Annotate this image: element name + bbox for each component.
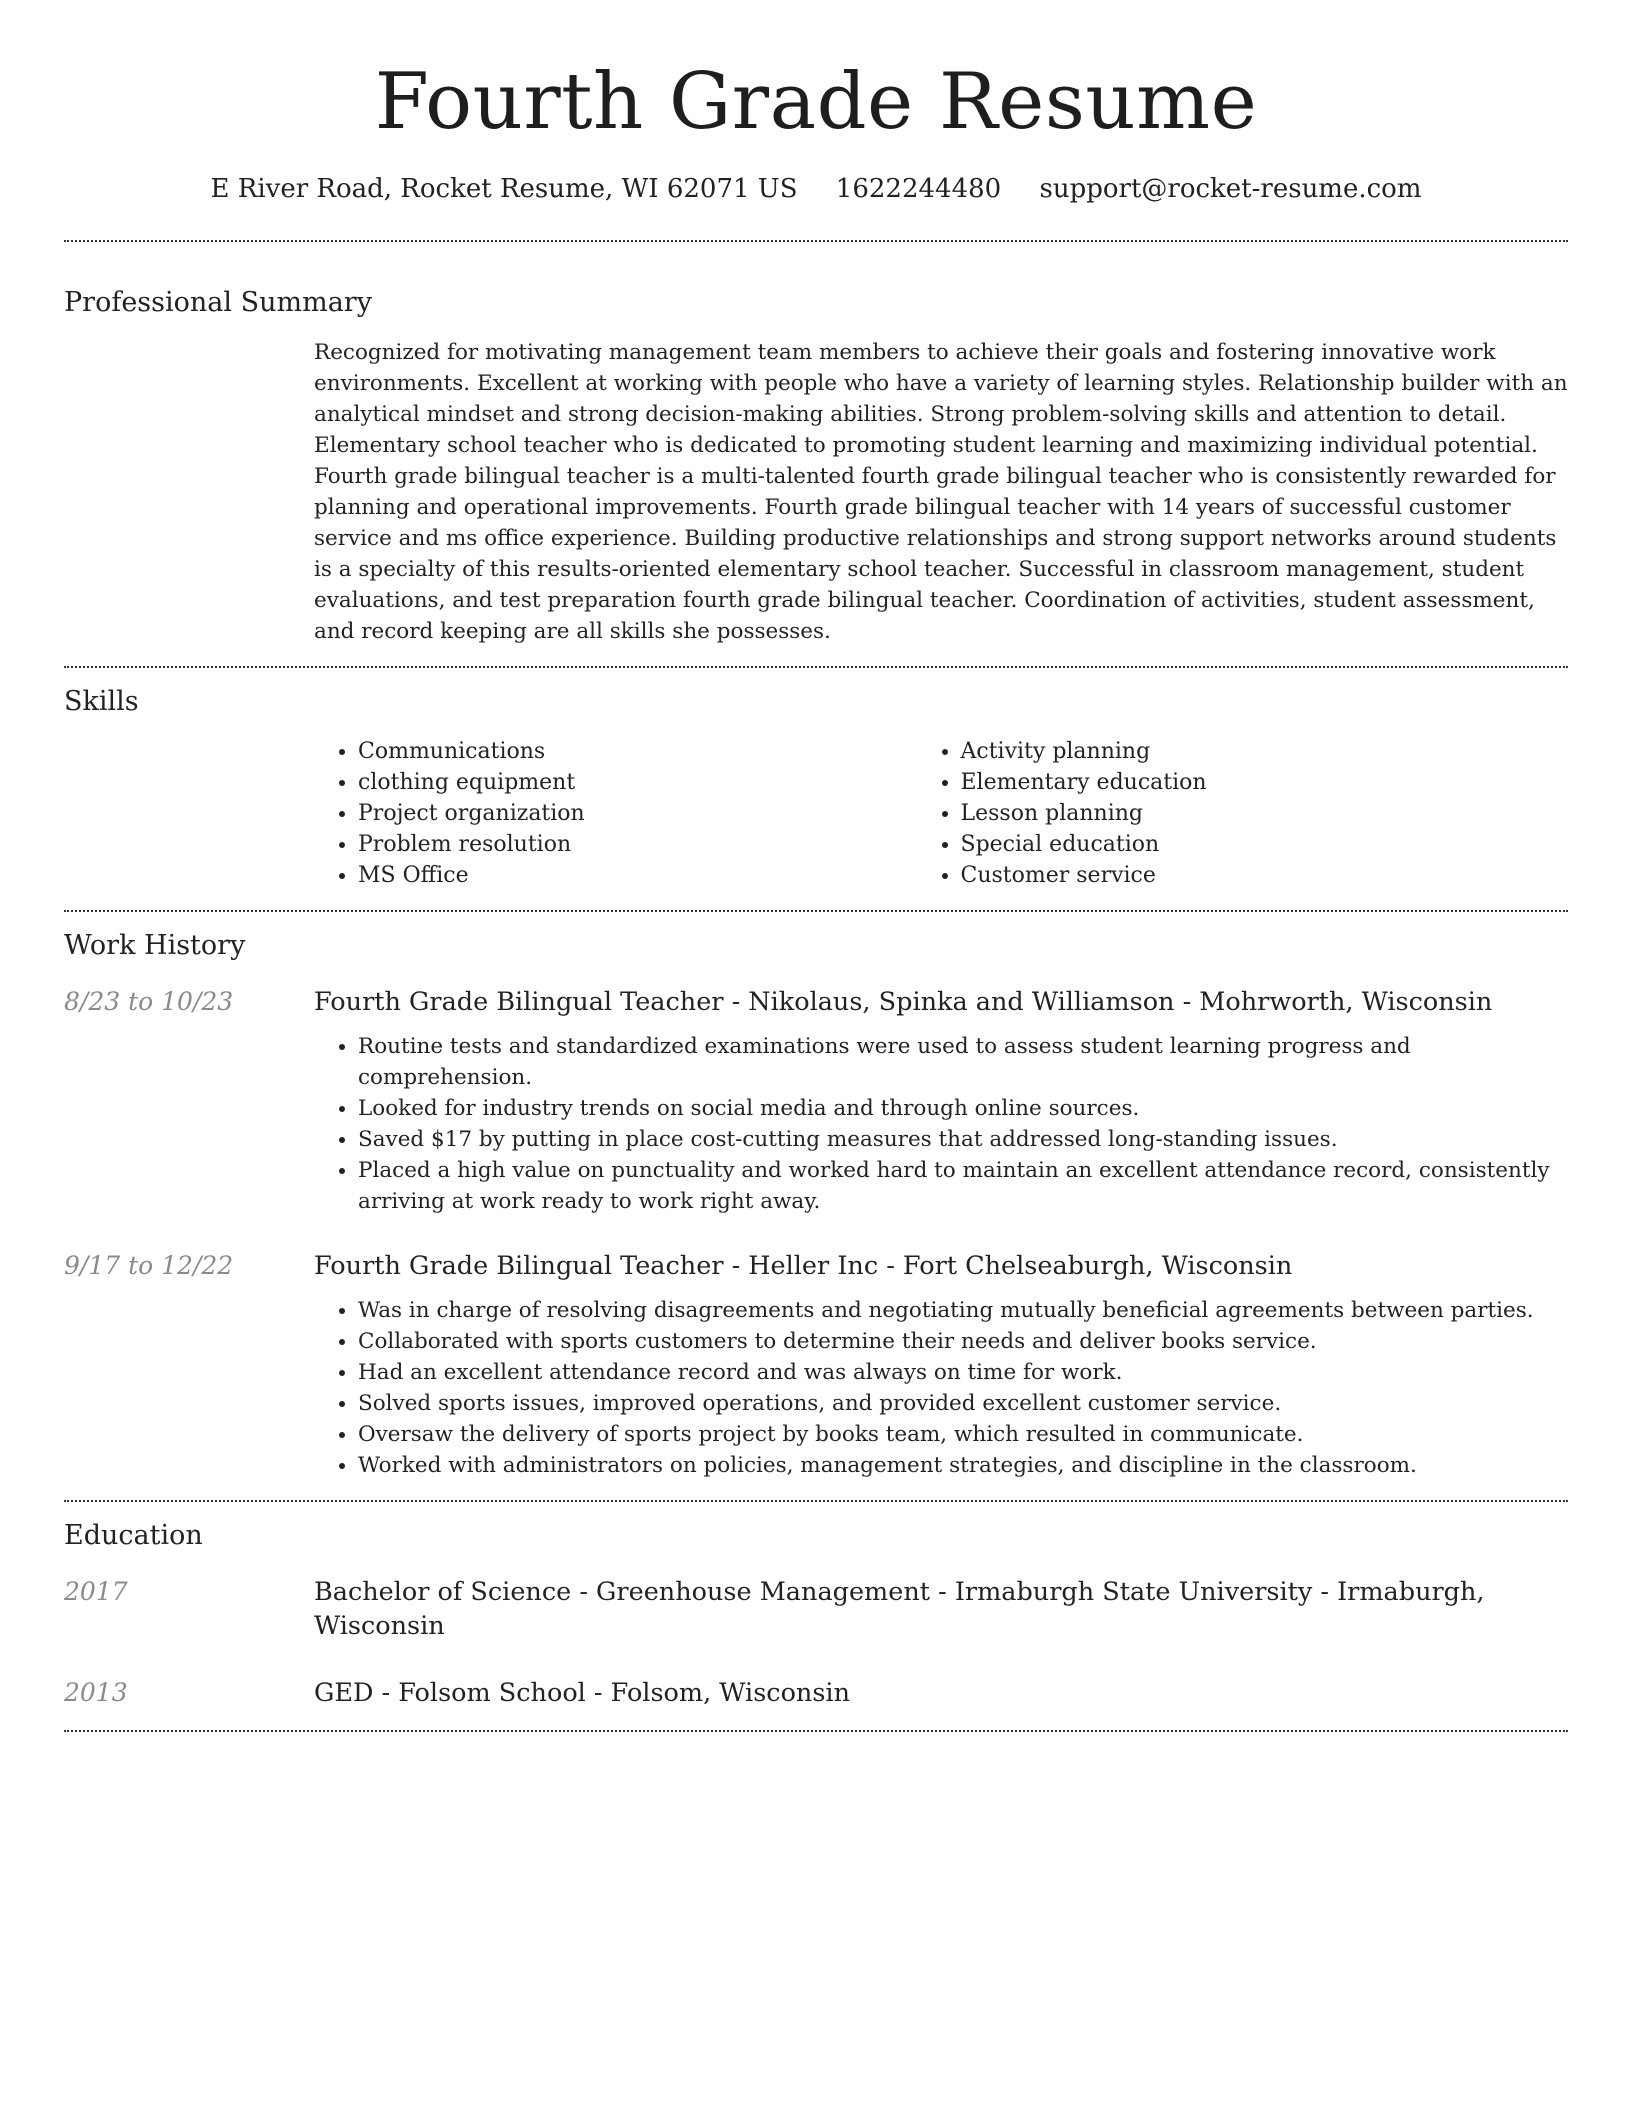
skill-item: • Special education [961, 829, 1569, 860]
job-bullet: • Solved sports issues, improved operations, and provided excellent customer service. [358, 1388, 1568, 1419]
job-bullet: • Looked for industry trends on social media and through online sources. [358, 1093, 1568, 1124]
section-title-skills: Skills [64, 686, 139, 717]
divider [64, 1500, 1568, 1502]
job-bullet: • Had an excellent attendance record and was always on time for work. [358, 1357, 1568, 1388]
resume-page [64, 0, 1568, 1732]
skills-list-left [314, 736, 917, 891]
skill-item: • Problem resolution [358, 829, 917, 860]
job-heading: Fourth Grade Bilingual Teacher - Nikolaus, Spinka and Williamson - Mohrworth, Wisconsin [314, 987, 1493, 1017]
skill-item: • MS Office [358, 860, 917, 891]
job-bullet: • Collaborated with sports customers to determine their needs and deliver books service. [358, 1326, 1568, 1357]
education-entry [64, 1575, 1568, 1643]
job-bullet: • Placed a high value on punctuality and worked hard to maintain an excellent attendance record, consistently arriving at work ready to work right away. [358, 1155, 1568, 1217]
skill-item: • Elementary education [961, 767, 1569, 798]
section-title-summary: Professional Summary [64, 287, 372, 318]
job-bullet: • Saved $17 by putting in place cost-cutting measures that addressed long-standing issues. [358, 1124, 1568, 1155]
education-entry [64, 1676, 1568, 1710]
divider [64, 1730, 1568, 1732]
job-entry [64, 985, 1568, 1217]
job-bullet: • Oversaw the delivery of sports project by books team, which resulted in communicate. [358, 1419, 1568, 1450]
skills-section [64, 684, 1568, 891]
education-heading: GED - Folsom School - Folsom, Wisconsin [314, 1678, 851, 1708]
work-section [64, 928, 1568, 1481]
job-bullet: • Was in charge of resolving disagreements and negotiating mutually beneficial agreements between parties. [358, 1295, 1568, 1326]
section-title-education: Education [64, 1520, 203, 1551]
divider [64, 666, 1568, 668]
skill-item: • Customer service [961, 860, 1569, 891]
divider [64, 910, 1568, 912]
contact-line [64, 172, 1568, 206]
job-bullet: • Routine tests and standardized examinations were used to assess student learning progress and comprehension. [358, 1031, 1568, 1093]
education-year: 2013 [64, 1678, 128, 1707]
job-dates: 9/17 to 12/22 [64, 1251, 234, 1280]
skill-item: • Project organization [358, 798, 917, 829]
skills-grid [314, 736, 1568, 891]
summary-section [64, 285, 1568, 647]
divider [64, 240, 1568, 242]
education-heading: Bachelor of Science - Greenhouse Management - Irmaburgh State University - Irmaburgh, Wisconsin [314, 1577, 1485, 1641]
resume-header [64, 0, 1568, 206]
job-bullets [314, 1295, 1568, 1481]
contact-email: support@rocket-resume.com [1039, 174, 1422, 204]
contact-address: E River Road, Rocket Resume, WI 62071 US [210, 174, 798, 204]
resume-name: Fourth Grade Resume [374, 57, 1258, 147]
skill-item: • Lesson planning [961, 798, 1569, 829]
job-bullet: • Worked with administrators on policies, management strategies, and discipline in the classroom. [358, 1450, 1568, 1481]
education-section [64, 1518, 1568, 1710]
section-title-work: Work History [64, 930, 246, 961]
contact-phone: 1622244480 [835, 174, 1002, 204]
job-heading: Fourth Grade Bilingual Teacher - Heller Inc - Fort Chelseaburgh, Wisconsin [314, 1251, 1293, 1281]
job-dates: 8/23 to 10/23 [64, 987, 234, 1016]
skills-list-right [917, 736, 1569, 891]
skill-item: • Communications [358, 736, 917, 767]
education-year: 2017 [64, 1577, 128, 1606]
summary-text: Recognized for motivating management team members to achieve their goals and fostering innovative work environments. Excellent at working with people who have a variety of learning styles. Relationship builder with an analytical mindset and strong decision-making abilities. Strong problem-solving skills and attention to detail. Elementary school teacher who is dedicated to promoting student learning and maximizing individual potential. Fourth grade bilingual teacher is a multi-talented fourth grade bilingual teacher who is consistently rewarded for planning and operational improvements. Fourth grade bilingual teacher with 14 years of successful customer service and ms office experience. Building productive relationships and strong support networks around students is a specialty of this results-oriented elementary school teacher. Successful in classroom management, student evaluations, and test preparation fourth grade bilingual teacher. Coordination of activities, student assessment, and record keeping are all skills she possesses. [314, 340, 1568, 644]
skill-item: • clothing equipment [358, 767, 917, 798]
job-bullets [314, 1031, 1568, 1217]
skill-item: • Activity planning [961, 736, 1569, 767]
job-entry [64, 1249, 1568, 1481]
